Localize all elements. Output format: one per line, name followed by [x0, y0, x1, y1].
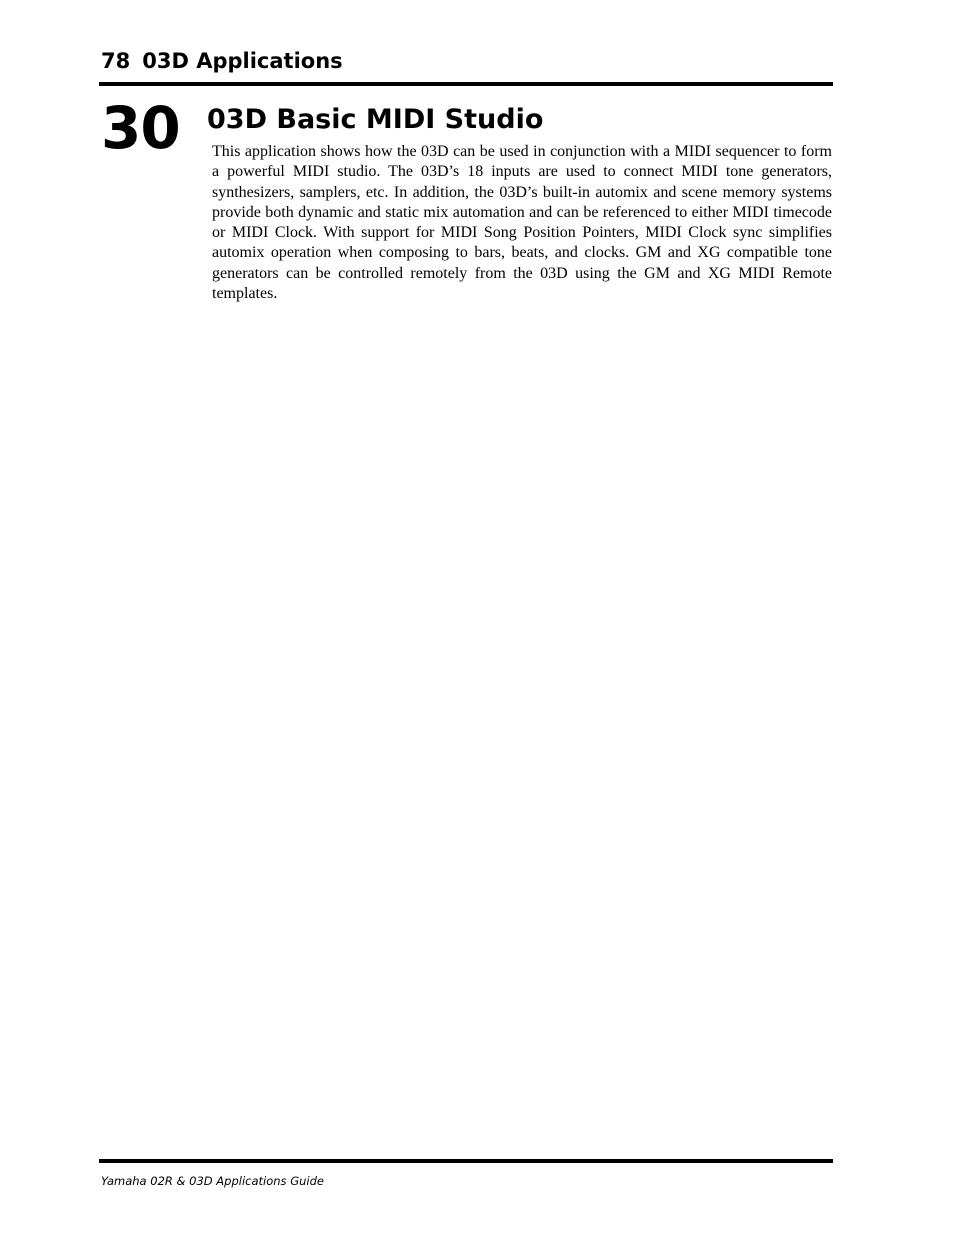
- page-number: 78: [101, 49, 131, 73]
- page-header: [101, 46, 343, 76]
- chapter-number: 30: [101, 94, 180, 162]
- header-rule: [99, 82, 833, 86]
- chapter-title: 03D Basic MIDI Studio: [207, 104, 544, 135]
- section-title: 03D Applications: [142, 49, 343, 73]
- page-footer: Yamaha 02R & 03D Applications Guide: [101, 1174, 324, 1188]
- body-paragraph: This application shows how the 03D can be used in conjunction with a MIDI sequencer to form a powerful MIDI studio. The 03D’s 18 inputs are used to connect MIDI tone generators, synthesizers, samplers, etc. In addition, the 03D’s built-in automix and scene memory systems provide both dynamic and static mix automation and can be referenced to either MIDI timecode or MIDI Clock. With support for MIDI Song Position Pointers, MIDI Clock sync simplifies automix operation when composing to bars, beats, and clocks. GM and XG compatible tone generators can be controlled remotely from the 03D using the GM and XG MIDI Remote templates.: [212, 143, 832, 303]
- footer-rule: [99, 1159, 833, 1163]
